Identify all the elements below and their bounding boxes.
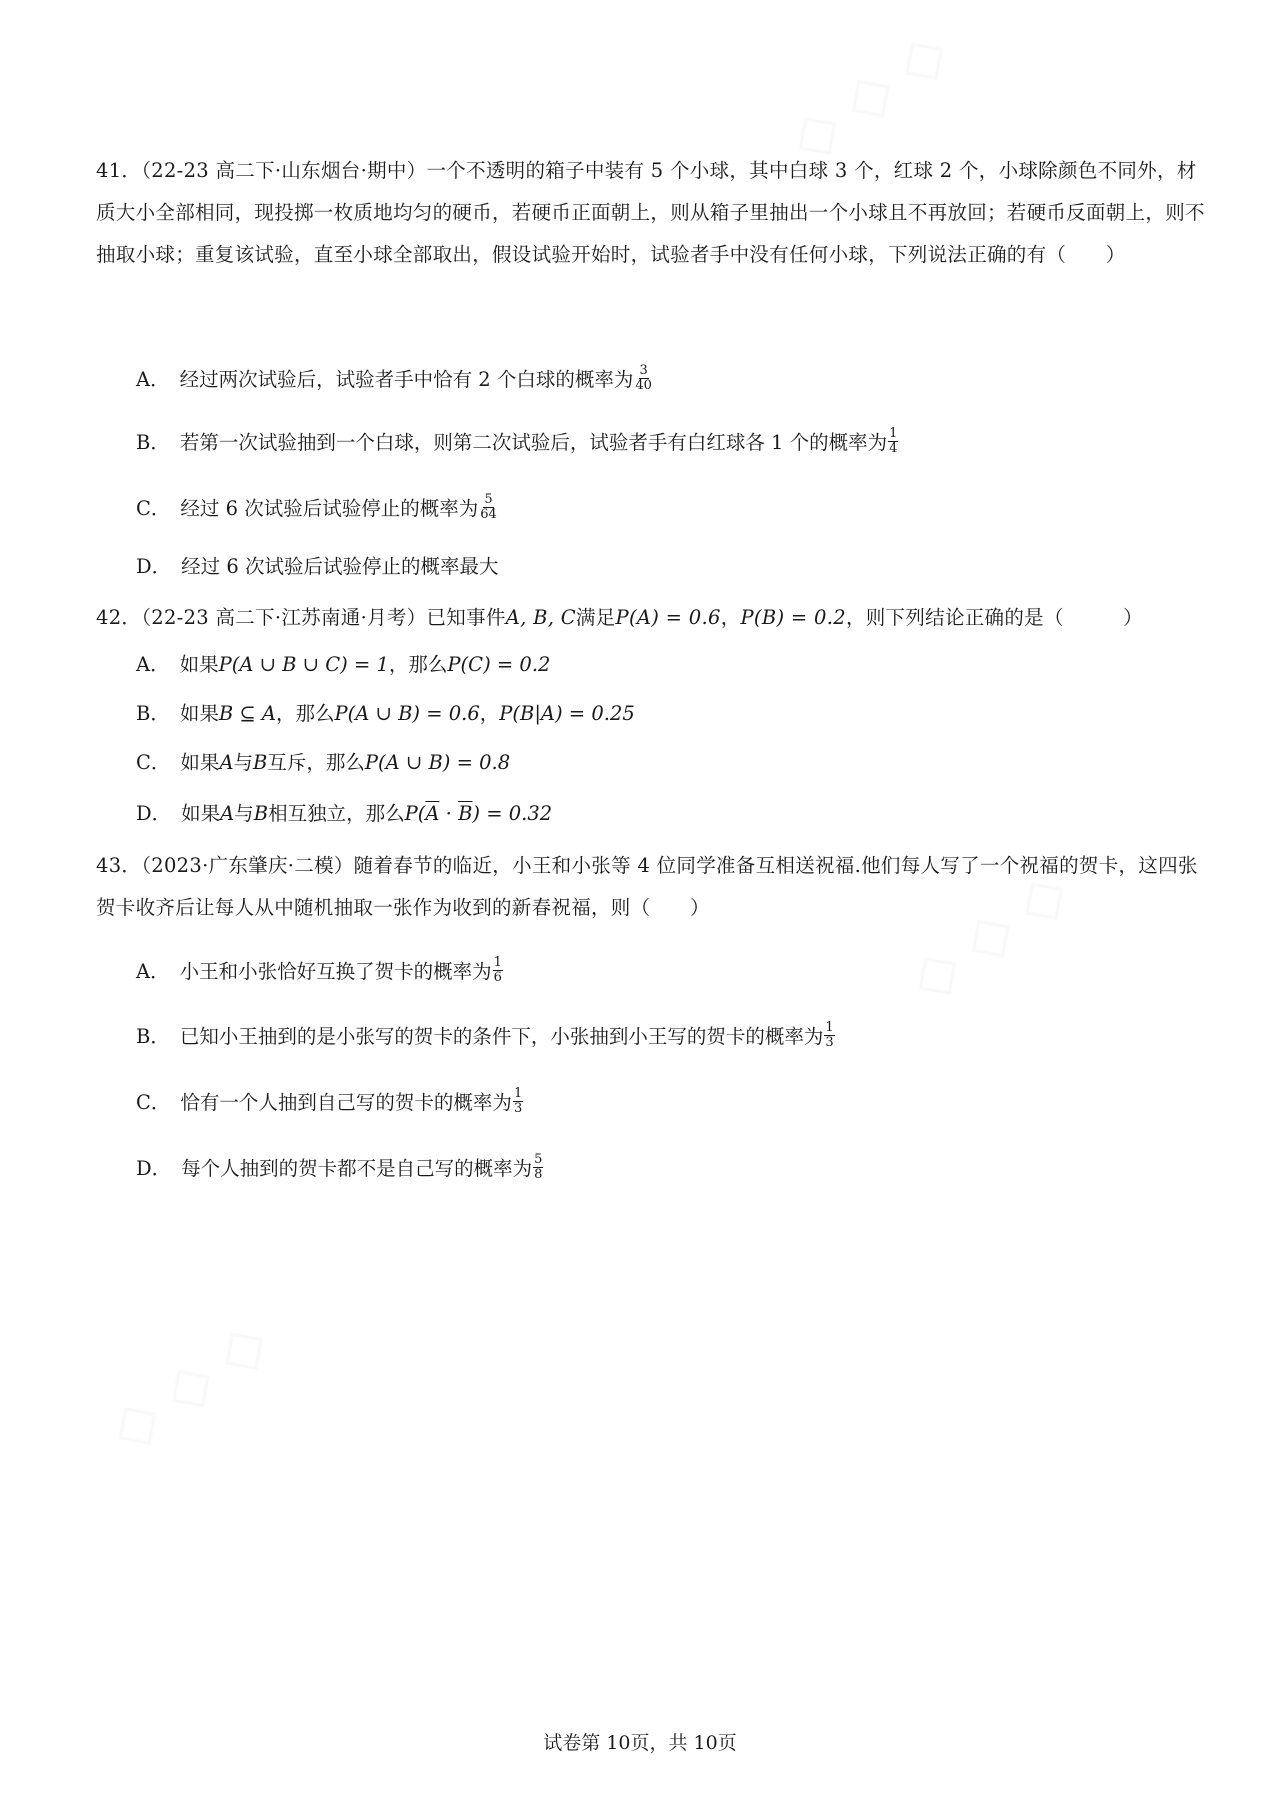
fraction-numerator: 1 [493, 955, 502, 970]
q42-events: A, B, C [505, 606, 576, 629]
option-text: 经过两次试验后，试验者手中恰有 2 个白球的概率为 [179, 368, 634, 391]
option-text: ，那么 [276, 702, 335, 725]
option-label: C． [136, 1091, 171, 1114]
fraction-numerator: 1 [889, 426, 898, 441]
q42-pb: P(B) = 0.2 [740, 606, 846, 629]
option-label: D． [136, 802, 172, 825]
question-42-text [96, 597, 1206, 639]
fraction-numerator: 1 [825, 1020, 834, 1035]
fraction [533, 1153, 543, 1182]
math-expr: A [220, 802, 235, 825]
math-complement-b: $\overline{B}$ [458, 802, 473, 825]
q41-option-a [136, 365, 653, 395]
math-expr: P(A ∪ B) = 0.6 [334, 702, 480, 725]
math-part: P( [404, 802, 426, 825]
option-text: 若第一次试验抽到一个白球，则第二次试验后，试验者手有白红球各 1 个的概率为 [179, 431, 888, 454]
fraction [888, 427, 898, 456]
q42-option-d [136, 799, 552, 829]
math-expr: P(C) = 0.2 [447, 653, 551, 676]
watermark: ◇ ◇ ◇ [775, 15, 961, 175]
fraction-denominator: 3 [513, 1101, 523, 1116]
fraction [824, 1021, 834, 1050]
math-expr: A [219, 751, 234, 774]
option-label: A． [136, 368, 170, 391]
option-text: ， [479, 702, 500, 725]
fraction-denominator: 8 [534, 1167, 543, 1182]
question-43-text: 43．（2023·广东肇庆·二模）随着春节的临近，小王和小张等 4 位同学准备互相送祝福.他们每人写了一个祝福的贺卡，这四张贺卡收齐后让每人从中随机抽取一张作为收到的新春祝福，则（ ） [96, 854, 1198, 919]
math-expr: B [253, 751, 268, 774]
fraction-denominator: 4 [889, 441, 898, 456]
option-text: 互斥，那么 [267, 751, 365, 774]
q41-option-c [136, 494, 498, 524]
math-part: · [439, 802, 459, 825]
option-text: 如果 [181, 802, 221, 825]
fraction-denominator: 40 [635, 378, 652, 393]
math-expr: B [253, 802, 269, 825]
option-text: 已知小王抽到的是小张写的贺卡的条件下，小张抽到小王写的贺卡的概率为 [179, 1025, 824, 1048]
option-label: A． [136, 960, 170, 983]
math-expr: P(B|A) = 0.25 [499, 702, 635, 725]
option-text: 如果 [179, 653, 219, 676]
fraction [513, 1087, 523, 1116]
option-text: 经过 6 次试验后试验停止的概率最大 [181, 555, 499, 578]
option-text: 每个人抽到的贺卡都不是自己写的概率为 [181, 1157, 533, 1180]
q42-option-a [136, 650, 550, 680]
q42-pa: P(A) = 0.6 [615, 606, 721, 629]
q41-option-d [136, 552, 498, 582]
option-label: C． [136, 751, 171, 774]
q42-prefix: 42．（22-23 高二下·江苏南通·月考）已知事件 [96, 606, 506, 629]
option-label: A． [136, 653, 170, 676]
option-text: 恰有一个人抽到自己写的贺卡的概率为 [180, 1091, 512, 1114]
option-label: D． [136, 1157, 172, 1180]
option-label: C． [136, 497, 171, 520]
q43-option-b [136, 1022, 835, 1052]
fraction-numerator: 1 [513, 1086, 523, 1101]
option-text: 小王和小张恰好互换了贺卡的概率为 [179, 960, 492, 983]
option-label: B． [136, 702, 170, 725]
fraction-numerator: 3 [639, 363, 648, 378]
watermark: ◇ ◇ ◇ [95, 1305, 281, 1465]
option-text: 与 [234, 802, 254, 825]
q42-option-b [136, 699, 635, 729]
fraction-denominator: 3 [825, 1035, 834, 1050]
option-label: B． [136, 1025, 170, 1048]
option-label: B． [136, 431, 170, 454]
fraction-denominator: 6 [493, 970, 502, 985]
option-label: D． [136, 555, 172, 578]
option-text: ，那么 [388, 653, 448, 676]
math-expr: B ⊆ A [218, 702, 277, 725]
math-complement-a: $\overline{A}$ [425, 802, 440, 825]
q42-option-c [136, 748, 510, 778]
math-part: ) = 0.32 [472, 802, 553, 825]
q43-option-c [136, 1088, 523, 1118]
fraction [479, 493, 498, 522]
q43-option-d [136, 1154, 543, 1184]
fraction-numerator: 5 [534, 1152, 543, 1167]
watermark: ◇ ◇ ◇ [895, 855, 1081, 1015]
fraction-denominator: 64 [480, 507, 497, 522]
option-text: 经过 6 次试验后试验停止的概率为 [180, 497, 479, 520]
math-expr: P(A ∪ B) = 0.8 [364, 751, 511, 774]
math-expr: P(A ∪ B ∪ C) = 1 [218, 653, 389, 676]
q42-mid: 满足 [575, 606, 616, 629]
option-text: 如果 [180, 751, 220, 774]
fraction [634, 364, 653, 393]
q43-option-a [136, 957, 503, 987]
fraction [493, 956, 503, 985]
option-text: 与 [233, 751, 254, 774]
math-expr [405, 802, 553, 825]
page-footer: 试卷第 10页，共 10页 [543, 1732, 737, 1754]
option-text: 如果 [179, 702, 219, 725]
q42-sep: ， [720, 606, 741, 629]
option-text: 相互独立，那么 [268, 802, 405, 825]
question-41-text: 41．（22-23 高二下·山东烟台·期中）一个不透明的箱子中装有 5 个小球，其中白球 3 个，红球 2 个，小球除颜色不同外，材质大小全部相同，现投掷一枚质地均匀的硬币，若硬币正面朝上，则从箱子里抽出一个小球且不再放回；若硬币反面朝上，则不抽取小球；重复该试验，直至小球全部取出，假设试验开始时，试验者手中没有任何小球，下列说法正确的有（ ） [96, 159, 1205, 266]
q41-option-b [136, 428, 898, 458]
q42-suffix: ，则下列结论正确的是（ ） [845, 606, 1143, 629]
fraction-numerator: 5 [484, 492, 493, 507]
